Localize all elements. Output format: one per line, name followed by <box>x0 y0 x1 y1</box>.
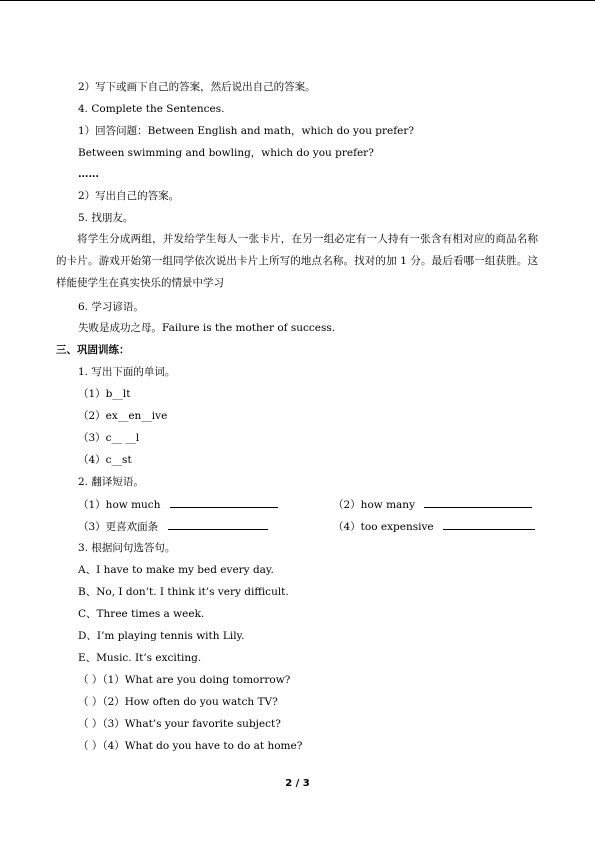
top-rule <box>0 0 595 1</box>
match-question-3[interactable]: （ ）（3）What’s your favorite subject? <box>78 718 281 730</box>
answer-option-b: B、No, I don’t. I think it’s very difficult. <box>78 586 289 598</box>
translate-item-3 <box>78 519 268 534</box>
ellipsis: …… <box>78 168 99 180</box>
step-2-text: 2）写下或画下自己的答案，然后说出自己的答案。 <box>78 81 316 93</box>
translate-item-3-label: （3）更喜欢面条 <box>78 521 159 533</box>
answer-blank[interactable] <box>424 497 532 508</box>
match-question-1[interactable]: （ ）（1）What are you doing tomorrow? <box>78 674 291 686</box>
exercise-1-title: 1. 写出下面的单词。 <box>78 366 176 378</box>
question-prompt: 1）回答问题：Between English and math，which do you prefer? <box>78 125 415 137</box>
translate-item-2 <box>333 497 532 512</box>
translate-item-2-label: （2）how many <box>333 499 416 511</box>
translate-item-4 <box>333 519 535 534</box>
answer-blank[interactable] <box>168 519 268 530</box>
exercise-3-title: 3. 根据问句选答句。 <box>78 542 176 554</box>
heading-proverb: 6. 学习谚语。 <box>78 301 144 313</box>
translate-item-4-label: （4）too expensive <box>333 521 434 533</box>
step-2-answer: 2）写出自己的答案。 <box>78 190 180 202</box>
answer-blank[interactable] <box>170 497 278 508</box>
translate-item-1-label: （1）how much <box>78 499 161 511</box>
answer-option-e: E、Music. It’s exciting. <box>78 652 202 664</box>
page-number: 2 / 3 <box>285 778 310 789</box>
word-blank-1: （1）b__lt <box>78 388 131 400</box>
game-description: 将学生分成两组，并发给学生每人一张卡片，在另一组必定有一人持有一张含有相对应的商品名称的卡片。游戏开始第一组同学依次说出卡片上所写的地点名称。找对的加 1 分。最后看哪一组获胜。这样能使学生在真实快乐的情景中学习 <box>56 233 538 289</box>
match-question-4[interactable]: （ ）（4）What do you have to do at home? <box>78 740 303 752</box>
answer-option-c: C、Three times a week. <box>78 608 205 620</box>
proverb-text: 失败是成功之母。Failure is the mother of success. <box>78 322 336 334</box>
section-heading: 三、巩固训练： <box>56 344 130 356</box>
match-question-2[interactable]: （ ）（2）How often do you watch TV? <box>78 696 278 708</box>
translate-item-1 <box>78 497 278 512</box>
word-blank-4: （4）c__st <box>78 454 132 466</box>
question-example: Between swimming and bowling，which do you prefer? <box>78 147 374 159</box>
answer-option-a: A、I have to make my bed every day. <box>78 564 274 576</box>
answer-blank[interactable] <box>443 519 535 530</box>
heading-complete-sentences: 4. Complete the Sentences. <box>78 103 225 115</box>
exercise-2-title: 2. 翻译短语。 <box>78 476 144 488</box>
word-blank-2: （2）ex__en__ive <box>78 410 168 422</box>
heading-find-friends: 5. 找朋友。 <box>78 212 134 224</box>
answer-option-d: D、I’m playing tennis with Lily. <box>78 630 245 642</box>
word-blank-3: （3）c__ __l <box>78 432 140 444</box>
